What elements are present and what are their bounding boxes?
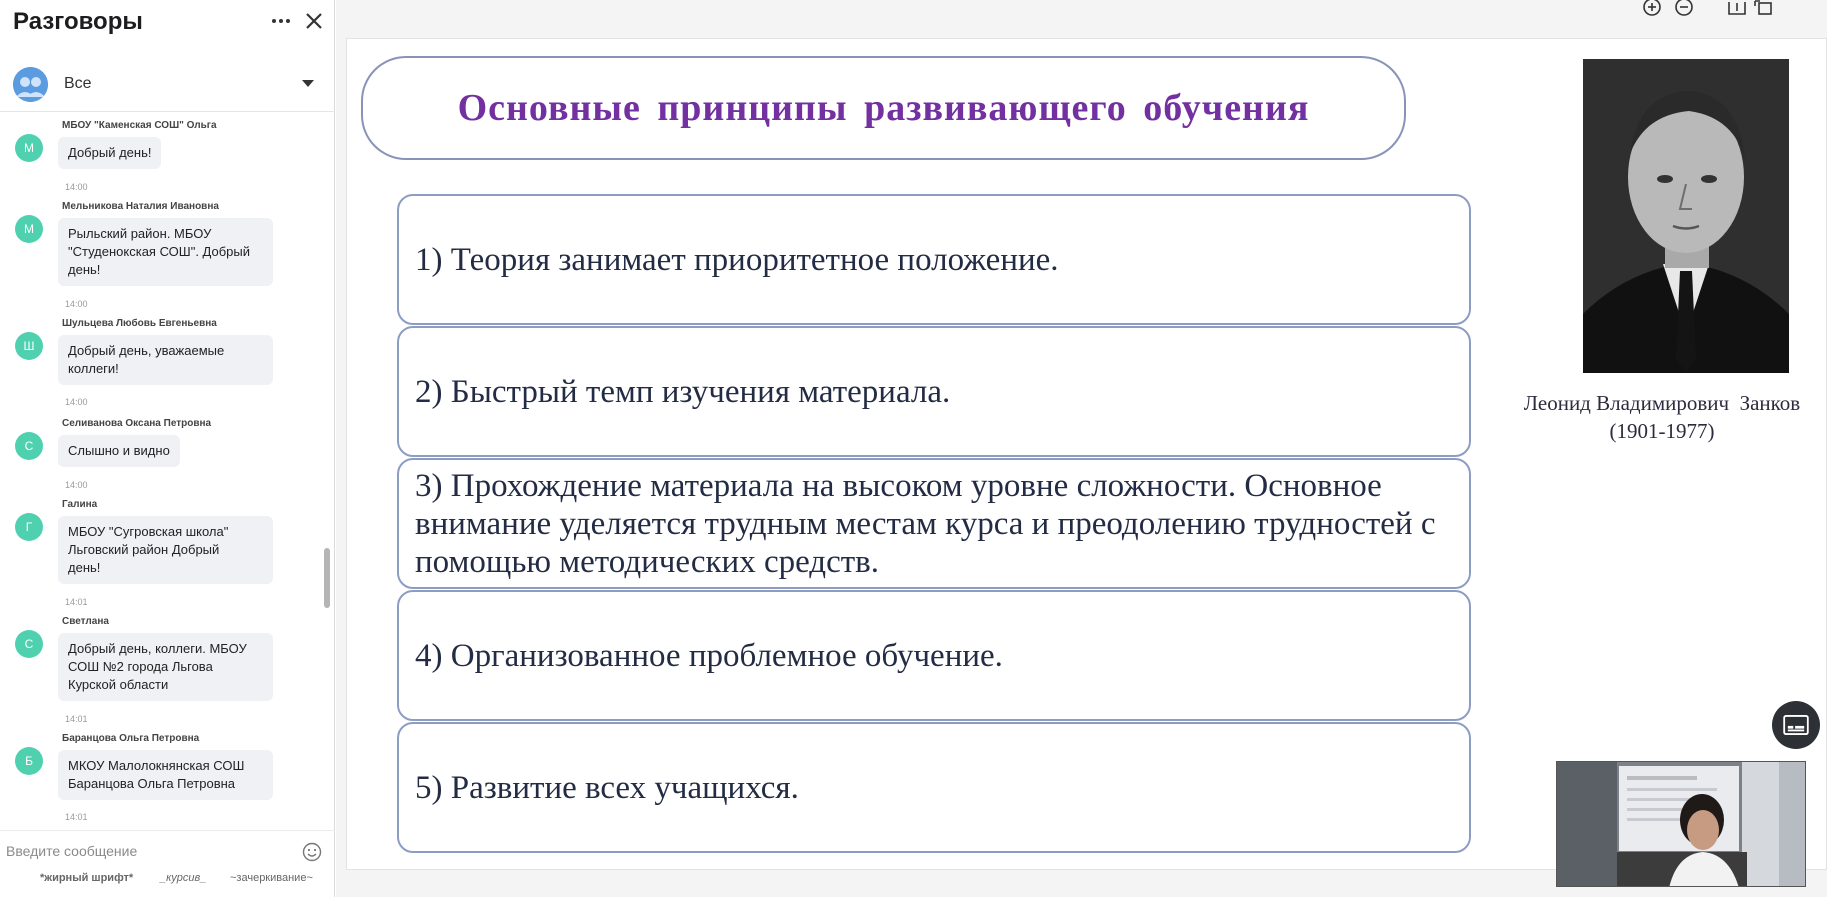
- group-avatar-icon: [13, 67, 48, 102]
- italic-format-hint[interactable]: _курсив_: [160, 872, 207, 884]
- principle-box: [397, 590, 1471, 721]
- principle-text: 1) Теория занимает приоритетное положение.: [415, 241, 1059, 278]
- close-icon[interactable]: [301, 8, 327, 34]
- message-input[interactable]: [6, 841, 296, 861]
- message-bubble: [58, 633, 273, 701]
- message-list[interactable]: [0, 112, 335, 828]
- zoom-in-icon[interactable]: [1641, 0, 1663, 16]
- message-text: "Студенокская СОШ". Добрый: [68, 244, 251, 259]
- presenter-video[interactable]: [1556, 761, 1806, 887]
- message-text: день!: [68, 560, 101, 575]
- slide-title: Основные принципы развивающего обучения: [457, 87, 1310, 129]
- slide-title-box: [361, 56, 1406, 160]
- principle-text: 3) Прохождение материала на высоком уровне сложности. Основное внимание уделяется трудным местам курса и преодолению трудностей с помощью методических средств.: [415, 467, 1436, 580]
- principle-text: 5) Развитие всех учащихся.: [415, 769, 799, 806]
- message-author: Галина: [62, 499, 98, 510]
- closed-captions-icon: [1783, 715, 1809, 735]
- message-text: Добрый день, уважаемые: [68, 343, 225, 358]
- message-time: 14:00: [65, 182, 88, 192]
- message-bubble: [58, 516, 273, 584]
- message-text: МБОУ "Сугровская школа": [68, 524, 229, 539]
- portrait-caption-years: (1901-1977): [1609, 419, 1715, 443]
- message-text: Добрый день, коллеги. МБОУ: [68, 641, 247, 656]
- chat-sidebar: [0, 0, 335, 897]
- message-time: 14:01: [65, 812, 88, 822]
- portrait-caption-name: Леонид Владимирович Занков: [1523, 391, 1801, 415]
- message-time: 14:00: [65, 299, 88, 309]
- message-time: 14:01: [65, 597, 88, 607]
- message-composer: [0, 830, 335, 897]
- message-bubble: [58, 137, 161, 169]
- principle-text: 4) Организованное проблемное обучение.: [415, 637, 1003, 674]
- message-time: 14:00: [65, 397, 88, 407]
- principle-box: [397, 722, 1471, 853]
- avatar: М: [15, 134, 43, 162]
- message-text: коллеги!: [68, 361, 119, 376]
- closed-captions-button[interactable]: [1772, 701, 1820, 749]
- avatar: С: [15, 432, 43, 460]
- filter-label: Все: [64, 75, 92, 92]
- conversation-filter-dropdown[interactable]: [0, 62, 335, 108]
- message-text: Баранцова Ольга Петровна: [68, 776, 236, 791]
- message-author: Селиванова Оксана Петровна: [62, 418, 212, 429]
- message-list-scrollbar[interactable]: [324, 548, 330, 608]
- principle-box: [397, 326, 1471, 457]
- emoji-icon[interactable]: [302, 842, 322, 862]
- principle-box: [397, 458, 1471, 589]
- message-author: МБОУ "Каменская СОШ" Ольга: [62, 120, 217, 131]
- message-bubble: [58, 218, 273, 286]
- sidebar-title: Разговоры: [13, 8, 143, 35]
- message-text: Курской области: [68, 677, 169, 692]
- fullscreen-icon[interactable]: [1754, 0, 1776, 16]
- chevron-down-icon: [302, 80, 314, 87]
- portrait-caption: [1497, 389, 1827, 445]
- sidebar-header: [0, 0, 335, 44]
- message-bubble: [58, 435, 180, 467]
- message-text: Добрый день!: [68, 145, 152, 160]
- message-author: Мельникова Наталия Ивановна: [62, 201, 219, 212]
- bold-format-hint[interactable]: *жирный шрифт*: [40, 872, 134, 884]
- avatar: М: [15, 215, 43, 243]
- more-horizontal-icon[interactable]: [268, 8, 294, 34]
- avatar: Ш: [15, 332, 43, 360]
- avatar: С: [15, 630, 43, 658]
- principle-box: [397, 194, 1471, 325]
- portrait-photo: [1583, 59, 1789, 373]
- message-text: Рыльский район. МБОУ: [68, 226, 212, 241]
- message-text: день!: [68, 262, 101, 277]
- slide: [346, 38, 1827, 870]
- message-text: Льговский район Добрый: [68, 542, 220, 557]
- avatar: Г: [15, 513, 43, 541]
- message-text: МКОУ Малолокнянская СОШ: [68, 758, 245, 773]
- principle-text: 2) Быстрый темп изучения материала.: [415, 373, 951, 410]
- message-time: 14:00: [65, 480, 88, 490]
- message-author: Баранцова Ольга Петровна: [62, 733, 200, 744]
- message-text: СОШ №2 города Льгова: [68, 659, 213, 674]
- message-bubble: [58, 750, 273, 800]
- strike-format-hint[interactable]: ~зачеркивание~: [230, 872, 313, 884]
- zoom-out-icon[interactable]: [1673, 0, 1695, 16]
- message-author: Светлана: [62, 616, 109, 627]
- fit-width-icon[interactable]: [1726, 0, 1748, 16]
- avatar: Б: [15, 747, 43, 775]
- message-text: Слышно и видно: [68, 443, 170, 458]
- message-author: Шульцева Любовь Евгеньевна: [62, 318, 217, 329]
- message-time: 14:01: [65, 714, 88, 724]
- message-bubble: [58, 335, 273, 385]
